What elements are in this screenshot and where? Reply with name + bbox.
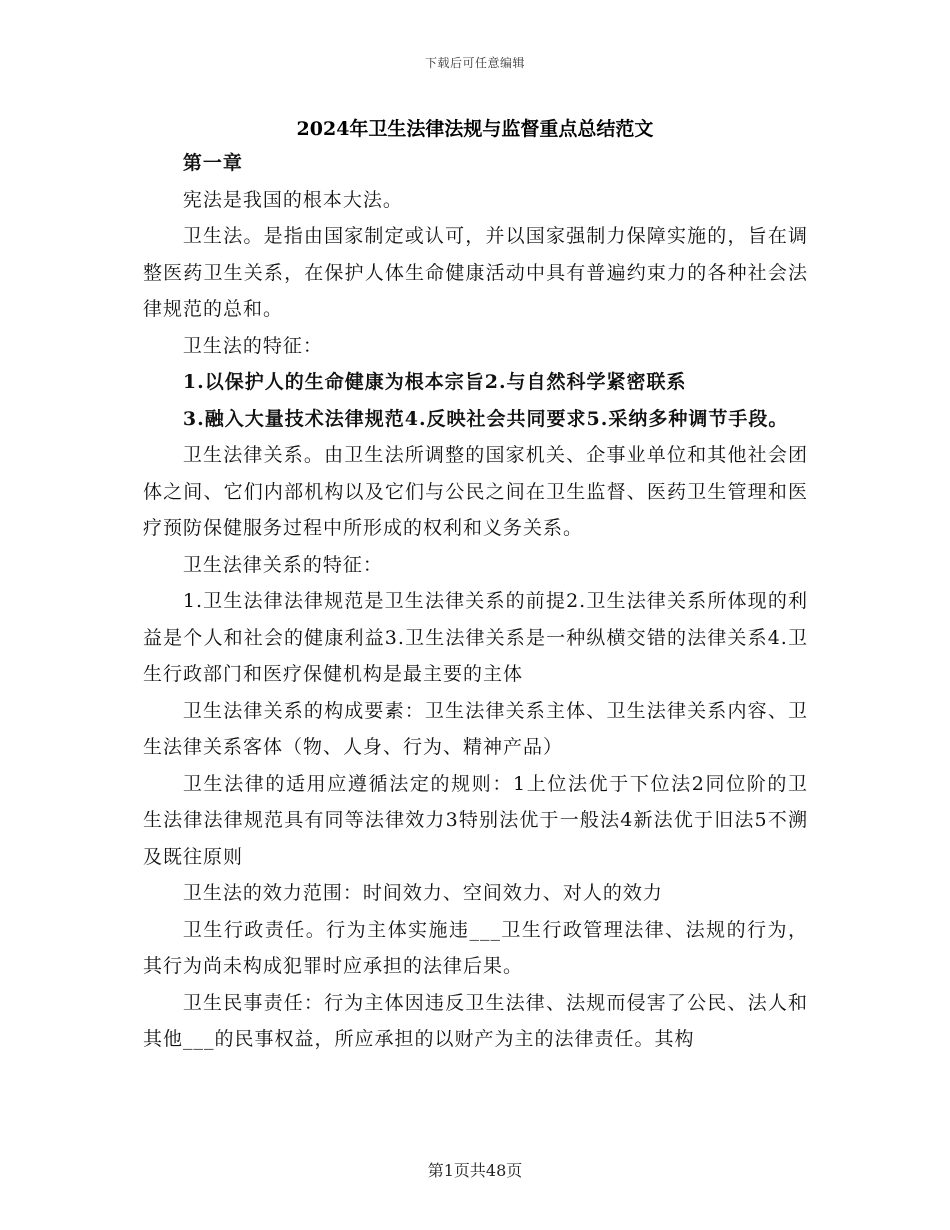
- paragraph: 卫生法律的适用应遵循法定的规则：1上位法优于下位法2同位阶的卫生法律法律规范具有同等法律效力3特别法优于一般法4新法优于旧法5不溯及既往原则: [143, 772, 808, 868]
- paragraph: 卫生法的特征：: [182, 334, 323, 357]
- paragraph: 卫生法律关系的特征：: [182, 553, 383, 576]
- paragraph: 卫生法律关系。由卫生法所调整的国家机关、企事业单位和其他社会团体之间、它们内部机构以及它们与公民之间在卫生监督、医药卫生管理和医疗预防保健服务过程中所形成的权利和义务关系。: [143, 444, 808, 539]
- paragraph: 卫生行政责任。行为主体实施违___卫生行政管理法律、法规的行为，其行为尚未构成犯罪时应承担的法律后果。: [143, 918, 808, 977]
- paragraph: 1.卫生法律法律规范是卫生法律关系的前提2.卫生法律关系所体现的利益是个人和社会的健康利益3.卫生法律关系是一种纵横交错的法律关系4.卫生行政部门和医疗保健机构是最主要的主体: [143, 590, 808, 685]
- feature-list-line: 1.以保护人的生命健康为根本宗旨2.与自然科学紧密联系: [182, 371, 687, 393]
- paragraph: 宪法是我国的根本大法。: [182, 188, 403, 211]
- paragraph: 卫生法的效力范围：时间效力、空间效力、对人的效力: [182, 882, 663, 904]
- document-title: 2024年卫生法律法规与监督重点总结范文: [296, 118, 654, 140]
- document-body: [143, 145, 808, 1058]
- page-number: 第1页共48页: [427, 1161, 523, 1180]
- download-note: 下载后可任意编辑: [424, 56, 525, 70]
- paragraph: 卫生法。是指由国家制定或认可，并以国家强制力保障实施的，旨在调整医药卫生关系，在保护人体生命健康活动中具有普遍约束力的各种社会法律规范的总和。: [143, 225, 808, 320]
- chapter-heading: 第一章: [182, 152, 243, 174]
- feature-list-line: 3.融入大量技术法律规范4.反映社会共同要求5.采纳多种调节手段。: [182, 407, 789, 430]
- paragraph: 卫生民事责任：行为主体因违反卫生法律、法规而侵害了公民、法人和其他___的民事权益，所应承担的以财产为主的法律责任。其构: [143, 991, 808, 1050]
- paragraph: 卫生法律关系的构成要素：卫生法律关系主体、卫生法律关系内容、卫生法律关系客体（物、人身、行为、精神产品）: [143, 699, 808, 758]
